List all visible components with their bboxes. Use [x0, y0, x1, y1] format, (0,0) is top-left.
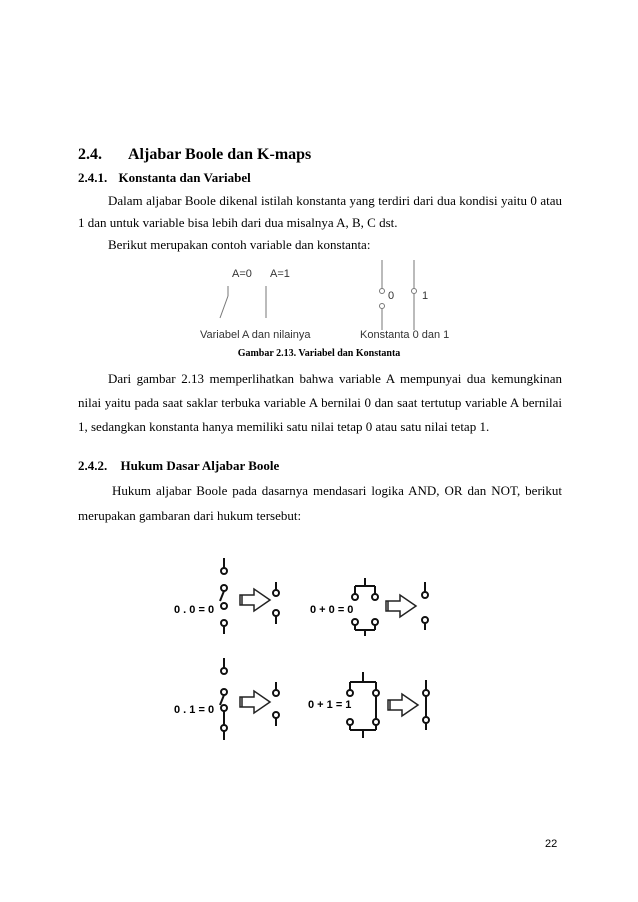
paragraph-line: nilai yaitu pada saat saklar terbuka variable A bernilai 0 dan saat tertutup variable A bernilai — [78, 395, 562, 410]
caption-left: Variabel A dan nilainya — [200, 329, 311, 341]
switch-blade-open — [220, 296, 228, 318]
law-or-01-diagram — [347, 672, 429, 738]
page-number: 22 — [545, 838, 558, 850]
subsection-title: Hukum Dasar Aljabar Boole — [120, 458, 280, 473]
subsection-number: 2.4.2. — [78, 458, 108, 473]
label-a0: A=0 — [232, 268, 252, 280]
paragraph-line: Dari gambar 2.13 memperlihatkan bahwa variable A mempunyai dua kemungkinan — [108, 371, 562, 386]
terminal-circle — [380, 289, 385, 294]
section-number: 2.4. — [78, 146, 102, 163]
law-and-00-diagram — [220, 558, 279, 634]
terminal-circle — [380, 304, 385, 309]
figure-variable-constant — [190, 256, 460, 346]
arrow-icon — [388, 694, 418, 716]
caption-right: Konstanta 0 dan 1 — [360, 329, 450, 341]
subsection-number: 2.4.1. — [78, 170, 108, 185]
figure-boolean-laws — [160, 550, 450, 750]
paragraph-line: merupakan gambaran dari hukum tersebut: — [78, 508, 302, 523]
section-heading — [78, 146, 311, 164]
label-constant-0: 0 — [388, 290, 395, 302]
paragraph-line: 1 dan untuk variable bisa lebih dari dua misalnya A, B, C dst. — [78, 215, 398, 230]
arrow-icon — [386, 595, 416, 617]
law-and-01-diagram — [220, 658, 279, 740]
figure-caption: Gambar 2.13. Variabel dan Konstanta — [237, 348, 401, 359]
paragraph-line: 1, sedangkan konstanta hanya memiliki satu nilai tetap 0 atau satu nilai tetap 1. — [78, 419, 490, 434]
equation-and-01: 0 . 1 = 0 — [174, 704, 215, 716]
arrow-icon — [240, 691, 270, 713]
label-a1: A=1 — [270, 268, 290, 280]
law-or-00-diagram — [352, 578, 428, 636]
subsection-heading-2 — [78, 458, 279, 474]
equation-and-00: 0 . 0 = 0 — [174, 604, 215, 616]
subsection-heading-1 — [78, 170, 251, 186]
arrow-icon — [240, 589, 270, 611]
equation-or-00: 0 + 0 = 0 — [310, 604, 354, 616]
terminal-circle — [412, 289, 417, 294]
paragraph-line: Dalam aljabar Boole dikenal istilah konstanta yang terdiri dari dua kondisi yaitu 0 atau — [108, 193, 562, 208]
equation-or-01: 0 + 1 = 1 — [308, 699, 352, 711]
paragraph-line: Hukum aljabar Boole pada dasarnya mendasari logika AND, OR dan NOT, berikut — [112, 483, 562, 498]
subsection-title: Konstanta dan Variabel — [118, 170, 251, 185]
paragraph-line: Berikut merupakan contoh variable dan konstanta: — [108, 237, 371, 252]
label-constant-1: 1 — [422, 290, 429, 302]
section-title: Aljabar Boole dan K-maps — [128, 146, 312, 163]
